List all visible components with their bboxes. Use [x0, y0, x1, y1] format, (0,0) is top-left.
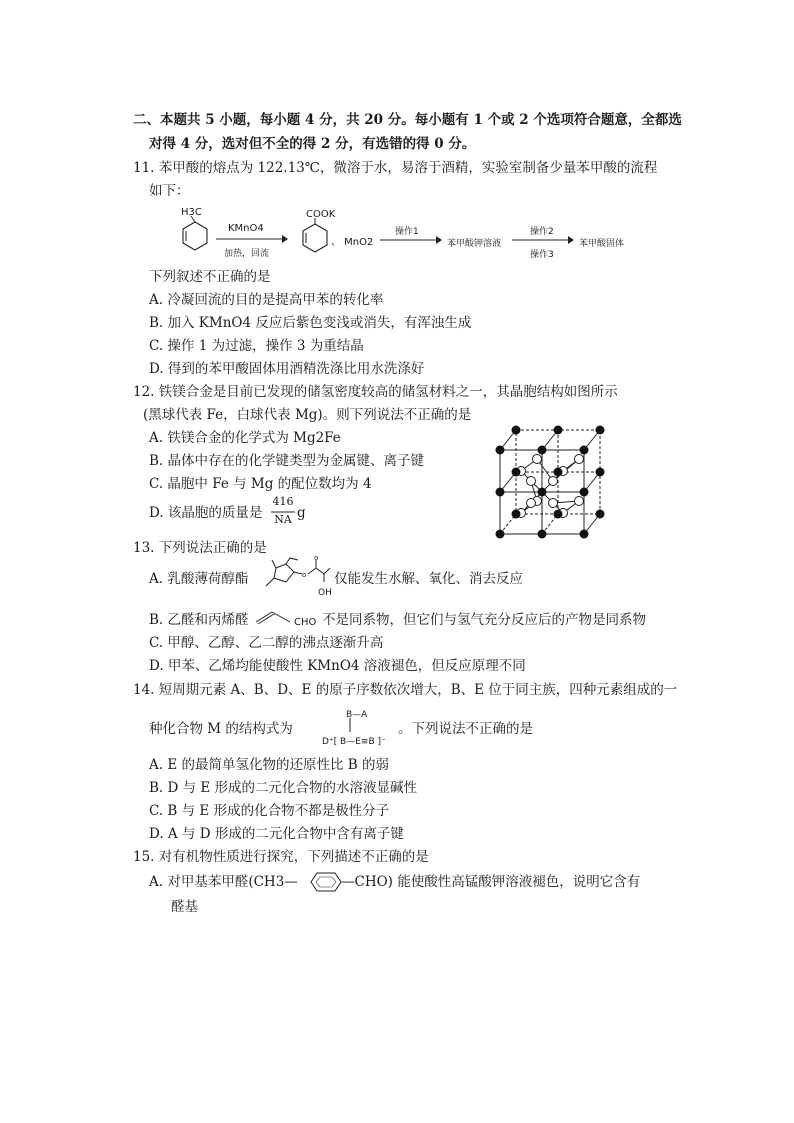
q15-option-a-suffix: —CHO) 能使酸性高锰酸钾溶液褪色，说明它含有: [341, 874, 641, 890]
q11-stem-line2: 如下：: [149, 183, 190, 199]
q14-option-c: C. B 与 E 形成的化合物不都是极性分子: [149, 803, 390, 819]
q13-option-a-prefix: A. 乳酸薄荷醇酯: [149, 571, 249, 587]
acrolein-structure: [254, 602, 294, 624]
q12-unit: g: [297, 505, 306, 521]
reagent-bottom: 加热，回流: [224, 249, 270, 259]
q13-cho-label: CHO: [294, 617, 317, 628]
q13-option-a-suffix: 仅能发生水解、氧化、消去反应: [334, 571, 523, 587]
q14-struct-bond: [349, 718, 351, 732]
svg-text:o: o: [302, 571, 307, 579]
q14-struct-bottom: D⁺[ B—E≡B ]⁻: [322, 737, 386, 747]
q12-fraction-denominator: NA: [274, 513, 292, 526]
q14-option-b: B. D 与 E 形成的二元化合物的水溶液显碱性: [149, 780, 418, 796]
q11-option-d: D. 得到的苯甲酸固体用酒精洗涤比用水洗涤好: [149, 361, 425, 377]
q12-stem-line1: 12. 铁镁合金是目前已发现的储氢密度较高的储氢材料之一，其晶胞结构如图所示: [133, 384, 618, 400]
q11-question: 下列叙述不正确的是: [149, 269, 271, 285]
arrow-3: [512, 236, 574, 244]
q12-option-a: A. 铁镁合金的化学式为 Mg2Fe: [149, 430, 341, 446]
q14-stem-prefix: 种化合物 M 的结构式为: [149, 721, 293, 737]
q12-option-b: B. 晶体中存在的化学键类型为金属键、离子键: [149, 453, 425, 469]
arrow-1: [216, 235, 288, 243]
q13-option-c: C. 甲醇、乙醇、乙二醇的沸点逐渐升高: [149, 635, 384, 651]
step3-label: 操作3: [530, 250, 554, 260]
q15-benzene-ring: [311, 871, 341, 893]
final-product-label: 苯甲酸固体: [579, 239, 625, 249]
reagent-top: KMnO4: [228, 223, 264, 234]
q11-option-a: A. 冷凝回流的目的是提高甲苯的转化率: [149, 292, 384, 308]
q11-option-c: C. 操作 1 为过滤，操作 3 为重结晶: [149, 338, 364, 354]
q15-stem: 15. 对有机物性质进行探究，下列描述不正确的是: [133, 849, 429, 865]
q14-stem-suffix: 。下列说法不正确的是: [398, 721, 533, 737]
byproduct-label: 、 MnO2: [331, 237, 374, 248]
q12-stem-line2: (黑球代表 Fe，白球代表 Mg)。则下列说法不正确的是: [143, 407, 472, 423]
q11-stem-line1: 11. 苯甲酸的熔点为 122.13℃，微溶于水，易溶于酒精，实验室制备少量苯甲酸的流程: [133, 160, 658, 176]
section-heading-line2: 对得 4 分，选对但不全的得 2 分，有选错的得 0 分。: [149, 136, 476, 152]
step1-label: 操作1: [395, 227, 419, 237]
q14-option-a: A. E 的最简单氢化物的还原性比 B 的弱: [149, 757, 389, 773]
step2-label: 操作2: [530, 227, 554, 237]
q12-option-c: C. 晶胞中 Fe 与 Mg 的配位数均为 4: [149, 476, 372, 492]
product-group-label: COOK: [306, 209, 336, 220]
q13-stem: 13. 下列说法正确的是: [133, 540, 267, 556]
q14-option-d: D. A 与 D 形成的二元化合物中含有离子键: [149, 826, 404, 842]
arrow-2: [380, 236, 442, 244]
benzoate-ring: [300, 218, 330, 252]
q11-option-b: B. 加入 KMnO4 反应后紫色变浅或消失，有浑浊生成: [149, 315, 472, 331]
q14-stem-line1: 14. 短周期元素 A、B、D、E 的原子序数依次增大，B、E 位于同主族，四种元素组成的一: [133, 682, 678, 698]
svg-text:o: o: [314, 554, 319, 562]
section-heading-line1: 二、本题共 5 小题，每小题 4 分，共 20 分。每小题有 1 个或 2 个选项符合题意，全都选: [133, 112, 682, 128]
q13-option-b-prefix: B. 乙醛和丙烯醛: [149, 612, 249, 628]
toluene-ring: [180, 216, 210, 250]
q12-option-d: D. 该晶胞的质量是: [149, 505, 263, 521]
q13-oh-label: OH: [318, 588, 332, 598]
q15-option-a-line2: 醛基: [171, 899, 198, 915]
q14-struct-top: B—A: [346, 710, 368, 720]
crystal-cell-figure: [490, 426, 610, 536]
q15-option-a-prefix: A. 对甲基苯甲醛(CH3—: [149, 874, 298, 890]
q12-fraction-numerator: 416: [272, 495, 294, 508]
reactant-methyl-label: H3C: [181, 207, 202, 218]
intermediate-label: 苯甲酸钾溶液: [447, 239, 502, 249]
q13-option-b-suffix: 不是同系物，但它们与氢气充分反应后的产物是同系物: [322, 612, 646, 628]
q13-option-d: D. 甲苯、乙烯均能使酸性 KMnO4 溶液褪色，但反应原理不同: [149, 658, 526, 674]
